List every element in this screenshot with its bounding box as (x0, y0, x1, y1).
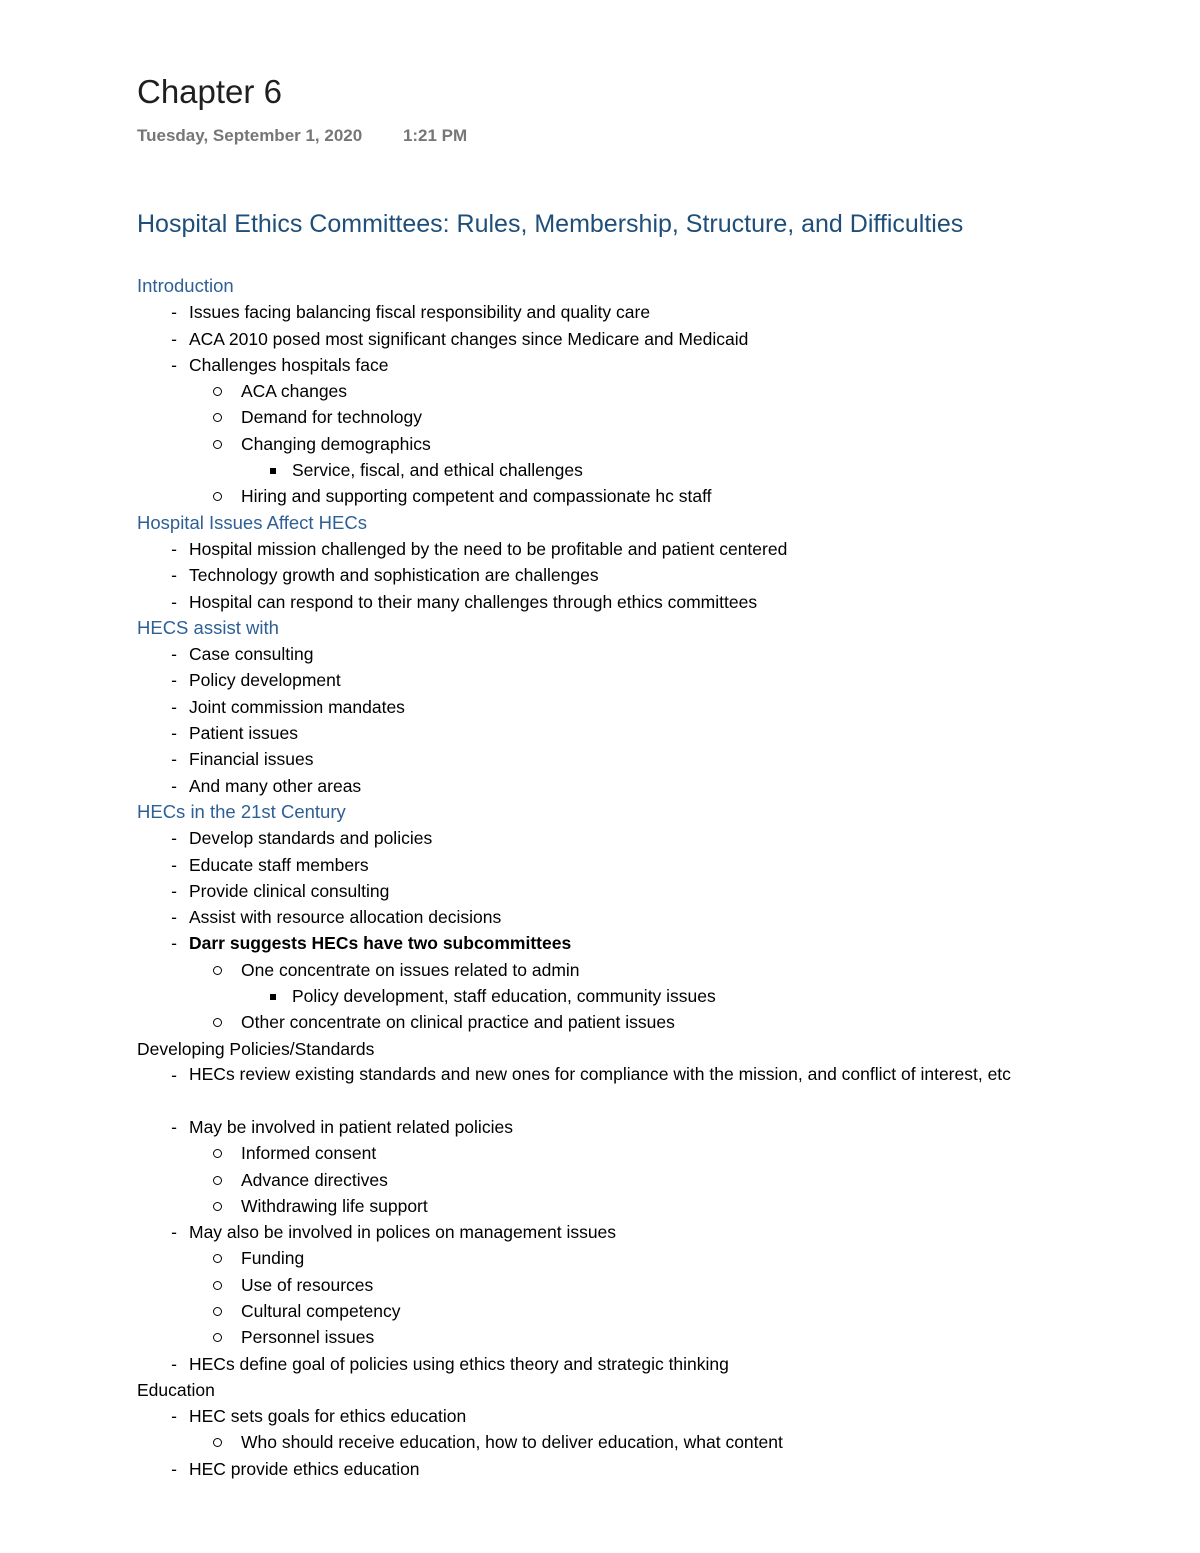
dash-bullet-icon: - (171, 644, 177, 665)
outline-text: HECs define goal of policies using ethics theory and strategic thinking (189, 1353, 729, 1374)
outline-text: HEC sets goals for ethics education (189, 1406, 467, 1427)
outline-text: One concentrate on issues related to admin (241, 959, 580, 980)
section-subheading (137, 615, 1077, 641)
hollow-circle-bullet-icon (213, 1202, 222, 1211)
outline-text: Challenges hospitals face (189, 354, 389, 375)
plain-subheading (137, 1377, 1077, 1403)
dash-bullet-icon: - (171, 723, 177, 744)
outline-text: May be involved in patient related policies (189, 1116, 513, 1137)
outline-item-level-1 (137, 1114, 1077, 1140)
outline-text: Policy development (189, 670, 341, 691)
outline-text: Educate staff members (189, 854, 369, 875)
outline-item-level-1 (137, 1062, 1077, 1114)
outline-item-level-1 (137, 773, 1077, 799)
square-bullet-icon (270, 468, 276, 474)
outline-text: Funding (241, 1248, 305, 1269)
dash-bullet-icon: - (171, 880, 177, 901)
outline-text: Who should receive education, how to deliver education, what content (241, 1432, 783, 1453)
outline-item-level-1 (137, 299, 1077, 325)
dash-bullet-icon: - (171, 1353, 177, 1374)
hollow-circle-bullet-icon (213, 1149, 222, 1158)
outline-item-level-1 (137, 904, 1077, 930)
outline-item-level-1 (137, 1351, 1077, 1377)
section-subheading (137, 799, 1077, 825)
page-title: Chapter 6 (137, 73, 282, 110)
outline-text: Policy development, staff education, community issues (292, 986, 716, 1007)
outline-item-level-2 (137, 1272, 1077, 1298)
outline-text: Developing Policies/Standards (137, 1038, 375, 1059)
outline-item-level-1 (137, 694, 1077, 720)
dash-bullet-icon: - (171, 828, 177, 849)
outline-item-level-2 (137, 1167, 1077, 1193)
dash-bullet-icon: - (171, 565, 177, 586)
outline-item-level-2 (137, 1140, 1077, 1166)
outline-text: Assist with resource allocation decisions (189, 907, 502, 928)
outline-item-level-1 (137, 1456, 1077, 1482)
dash-bullet-icon: - (171, 1406, 177, 1427)
outline-item-level-1 (137, 852, 1077, 878)
outline-text: Cultural competency (241, 1300, 401, 1321)
outline-item-level-1 (137, 641, 1077, 667)
dash-bullet-icon: - (171, 1116, 177, 1137)
outline-item-level-1 (137, 878, 1077, 904)
outline-item-level-2 (137, 1245, 1077, 1271)
outline-item-level-1 (137, 562, 1077, 588)
hollow-circle-bullet-icon (213, 440, 222, 449)
dash-bullet-icon: - (171, 749, 177, 770)
outline-item-level-1 (137, 589, 1077, 615)
outline-text: And many other areas (189, 775, 362, 796)
outline-item-level-1 (137, 825, 1077, 851)
outline-item-level-2 (137, 404, 1077, 430)
outline-item-level-2 (137, 378, 1077, 404)
outline-item-level-1 (137, 720, 1077, 746)
outline-text: Technology growth and sophistication are challenges (189, 565, 599, 586)
outline-item-level-1 (137, 1219, 1077, 1245)
square-bullet-icon (270, 994, 276, 1000)
hollow-circle-bullet-icon (213, 1438, 222, 1447)
outline-text: Darr suggests HECs have two subcommittees (189, 933, 572, 954)
outline-item-level-2 (137, 1193, 1077, 1219)
outline-item-level-1 (137, 746, 1077, 772)
outline-item-level-1 (137, 930, 1077, 956)
hollow-circle-bullet-icon (213, 1307, 222, 1316)
dash-bullet-icon: - (171, 591, 177, 612)
outline-text: Informed consent (241, 1143, 377, 1164)
dash-bullet-icon: - (171, 1064, 177, 1085)
outline-text: Hospital Issues Affect HECs (137, 511, 367, 533)
hollow-circle-bullet-icon (213, 1176, 222, 1185)
outline-text: Case consulting (189, 644, 314, 665)
outline-item-level-2 (137, 1009, 1077, 1035)
hollow-circle-bullet-icon (213, 492, 222, 501)
dash-bullet-icon: - (171, 1458, 177, 1479)
outline-item-level-2 (137, 957, 1077, 983)
dash-bullet-icon: - (171, 907, 177, 928)
outline-text: Financial issues (189, 749, 314, 770)
hollow-circle-bullet-icon (213, 966, 222, 975)
dash-bullet-icon: - (171, 1222, 177, 1243)
note-date: Tuesday, September 1, 2020 (137, 126, 363, 145)
hollow-circle-bullet-icon (213, 1281, 222, 1290)
outline-item-level-1 (137, 667, 1077, 693)
outline-text: Use of resources (241, 1274, 374, 1295)
outline-text: HECS assist with (137, 616, 279, 638)
outline-text: HECs in the 21st Century (137, 800, 346, 822)
outline-text: Provide clinical consulting (189, 880, 390, 901)
outline-item-level-2 (137, 483, 1077, 509)
outline-list (137, 273, 1077, 1482)
outline-text: Changing demographics (241, 433, 431, 454)
outline-item-level-1 (137, 536, 1077, 562)
outline-text: HEC provide ethics education (189, 1458, 420, 1479)
outline-text: Issues facing balancing fiscal responsibility and quality care (189, 302, 651, 323)
outline-item-level-2 (137, 431, 1077, 457)
outline-text: Joint commission mandates (189, 696, 405, 717)
outline-item-level-2 (137, 1324, 1077, 1350)
outline-item-level-1 (137, 1403, 1077, 1429)
outline-item-level-3 (137, 983, 1077, 1009)
dash-bullet-icon: - (171, 933, 177, 954)
outline-item-level-1 (137, 352, 1077, 378)
plain-subheading (137, 1036, 1077, 1062)
dash-bullet-icon: - (171, 696, 177, 717)
outline-text: Patient issues (189, 723, 298, 744)
outline-text: Hospital can respond to their many challenges through ethics committees (189, 591, 758, 612)
dash-bullet-icon: - (171, 328, 177, 349)
dash-bullet-icon: - (171, 670, 177, 691)
section-subheading (137, 510, 1077, 536)
outline-text: Demand for technology (241, 407, 422, 428)
outline-text: HECs review existing standards and new ones for compliance with the mission, and conflict of interest, etc (189, 1063, 1011, 1084)
outline-item-level-3 (137, 457, 1077, 483)
hollow-circle-bullet-icon (213, 1333, 222, 1342)
hollow-circle-bullet-icon (213, 387, 222, 396)
dash-bullet-icon: - (171, 854, 177, 875)
outline-text: Personnel issues (241, 1327, 375, 1348)
outline-text: Advance directives (241, 1169, 388, 1190)
outline-item-level-1 (137, 326, 1077, 352)
hollow-circle-bullet-icon (213, 1254, 222, 1263)
dash-bullet-icon: - (171, 354, 177, 375)
outline-text: Hiring and supporting competent and compassionate hc staff (241, 486, 712, 507)
outline-text: Withdrawing life support (241, 1195, 428, 1216)
hollow-circle-bullet-icon (213, 413, 222, 422)
outline-item-level-2 (137, 1429, 1077, 1455)
note-timestamp (137, 126, 467, 146)
dash-bullet-icon: - (171, 302, 177, 323)
hollow-circle-bullet-icon (213, 1018, 222, 1027)
section-heading: Hospital Ethics Committees: Rules, Membership, Structure, and Difficulties (137, 210, 964, 238)
outline-text: Develop standards and policies (189, 828, 433, 849)
note-time: 1:21 PM (402, 126, 468, 145)
outline-item-level-2 (137, 1298, 1077, 1324)
outline-text: Hospital mission challenged by the need to be profitable and patient centered (189, 538, 788, 559)
dash-bullet-icon: - (171, 538, 177, 559)
outline-text: ACA changes (241, 381, 348, 402)
section-subheading (137, 273, 1077, 299)
outline-text: ACA 2010 posed most significant changes since Medicare and Medicaid (189, 328, 749, 349)
outline-text: Introduction (137, 275, 234, 296)
outline-text: Service, fiscal, and ethical challenges (292, 460, 583, 481)
outline-text: May also be involved in polices on management issues (189, 1222, 617, 1243)
outline-text: Education (137, 1379, 215, 1400)
outline-text: Other concentrate on clinical practice and patient issues (241, 1012, 675, 1033)
dash-bullet-icon: - (171, 775, 177, 796)
